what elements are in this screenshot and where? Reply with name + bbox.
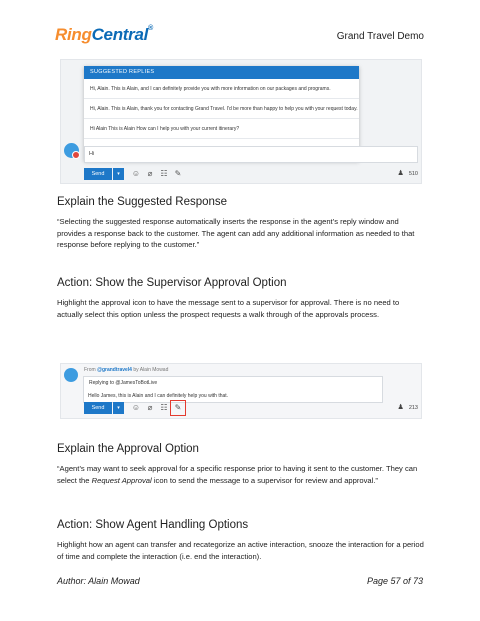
agent-avatar [64,368,78,382]
character-count: ♟ 213 [398,402,418,414]
footer-page-number: Page 57 of 73 [366,576,423,586]
section-body-agent-handling: Highlight how an agent can transfer and recategorize an active interaction, snooze the interaction for a period of time and complete the interaction (i.e. end the interaction). [57,540,424,561]
suggested-reply-item[interactable]: Hi, Alain. This is Alain, thank you for contacting Grand Travel. I'd be more than happy to help you with your request today. [84,99,359,119]
send-button[interactable]: Send [84,168,112,180]
section-body-supervisor-approval: Highlight the approval icon to have the message sent to a supervisor for approval. There is no need to actually select this option unless the prospect requests a walk through of the approvals process. [57,298,400,319]
emoji-icon[interactable]: ☺ [131,403,141,412]
section-heading-agent-handling: Action: Show Agent Handling Options [57,519,249,531]
approval-icon[interactable]: ✎ [174,169,182,178]
approval-option-screenshot [60,363,422,419]
document-title: Grand Travel Demo [336,31,424,42]
send-button[interactable]: Send [84,402,112,414]
section-heading-supervisor-approval: Action: Show the Supervisor Approval Option [57,277,287,289]
from-line: From @grandtravel4 by Alain Mowad [84,367,169,373]
send-options-caret-icon[interactable]: ▾ [113,402,124,414]
section-body-approval-option: “Agent’s may want to seek approval for a specific response prior to having it sent to the customer. They can select the Request Approval icon to send the message to a supervisor for review and approval.” [57,464,418,485]
section-heading-approval-option: Explain the Approval Option [57,443,199,455]
footer-author: Author: Alain Mowad [57,576,140,586]
suggested-reply-item[interactable]: Hi, Alain. This is Alain, and I can definitely provide you with more information on our packages and programs. [84,79,359,99]
suggested-replies-title: SUGGESTED REPLIES [84,66,359,79]
suggested-replies-screenshot [60,59,422,184]
attachment-icon[interactable]: ⌀ [147,403,153,412]
attachment-icon[interactable]: ⌀ [147,169,153,178]
approval-icon[interactable]: ✎ [174,403,182,412]
reply-input[interactable]: Hi [84,146,418,163]
ringcentral-logo: RingCentral® [55,25,153,44]
person-icon: ♟ [397,404,404,411]
section-heading-suggested-response: Explain the Suggested Response [57,196,228,208]
character-count: ♟ 510 [398,168,418,180]
reply-toolbar [84,168,420,180]
agent-avatar [64,143,79,158]
reply-toolbar [84,402,420,414]
emoji-icon[interactable]: ☺ [131,169,141,178]
reply-input[interactable] [83,376,383,403]
template-icon[interactable]: ☷ [160,403,168,412]
replying-to-label: Replying to @JamesToBotLive [89,380,158,386]
template-icon[interactable]: ☷ [160,169,168,178]
person-icon: ♟ [397,170,404,177]
reply-message: Hello James, this is Alain and I can definitely help you with that. [88,393,229,399]
page-header [0,0,480,60]
section-body-suggested-response: “Selecting the suggested response automatically inserts the response in the agent’s reply window and provides a response back to the customer. The agent can add any additional information as needed to that response before replying to the customer.” [57,217,415,249]
approval-icon-highlight [170,400,186,416]
send-options-caret-icon[interactable]: ▾ [113,168,124,180]
suggested-reply-item[interactable]: Hi Alain This is Alain How can I help you with your current itinerary? [84,119,359,139]
